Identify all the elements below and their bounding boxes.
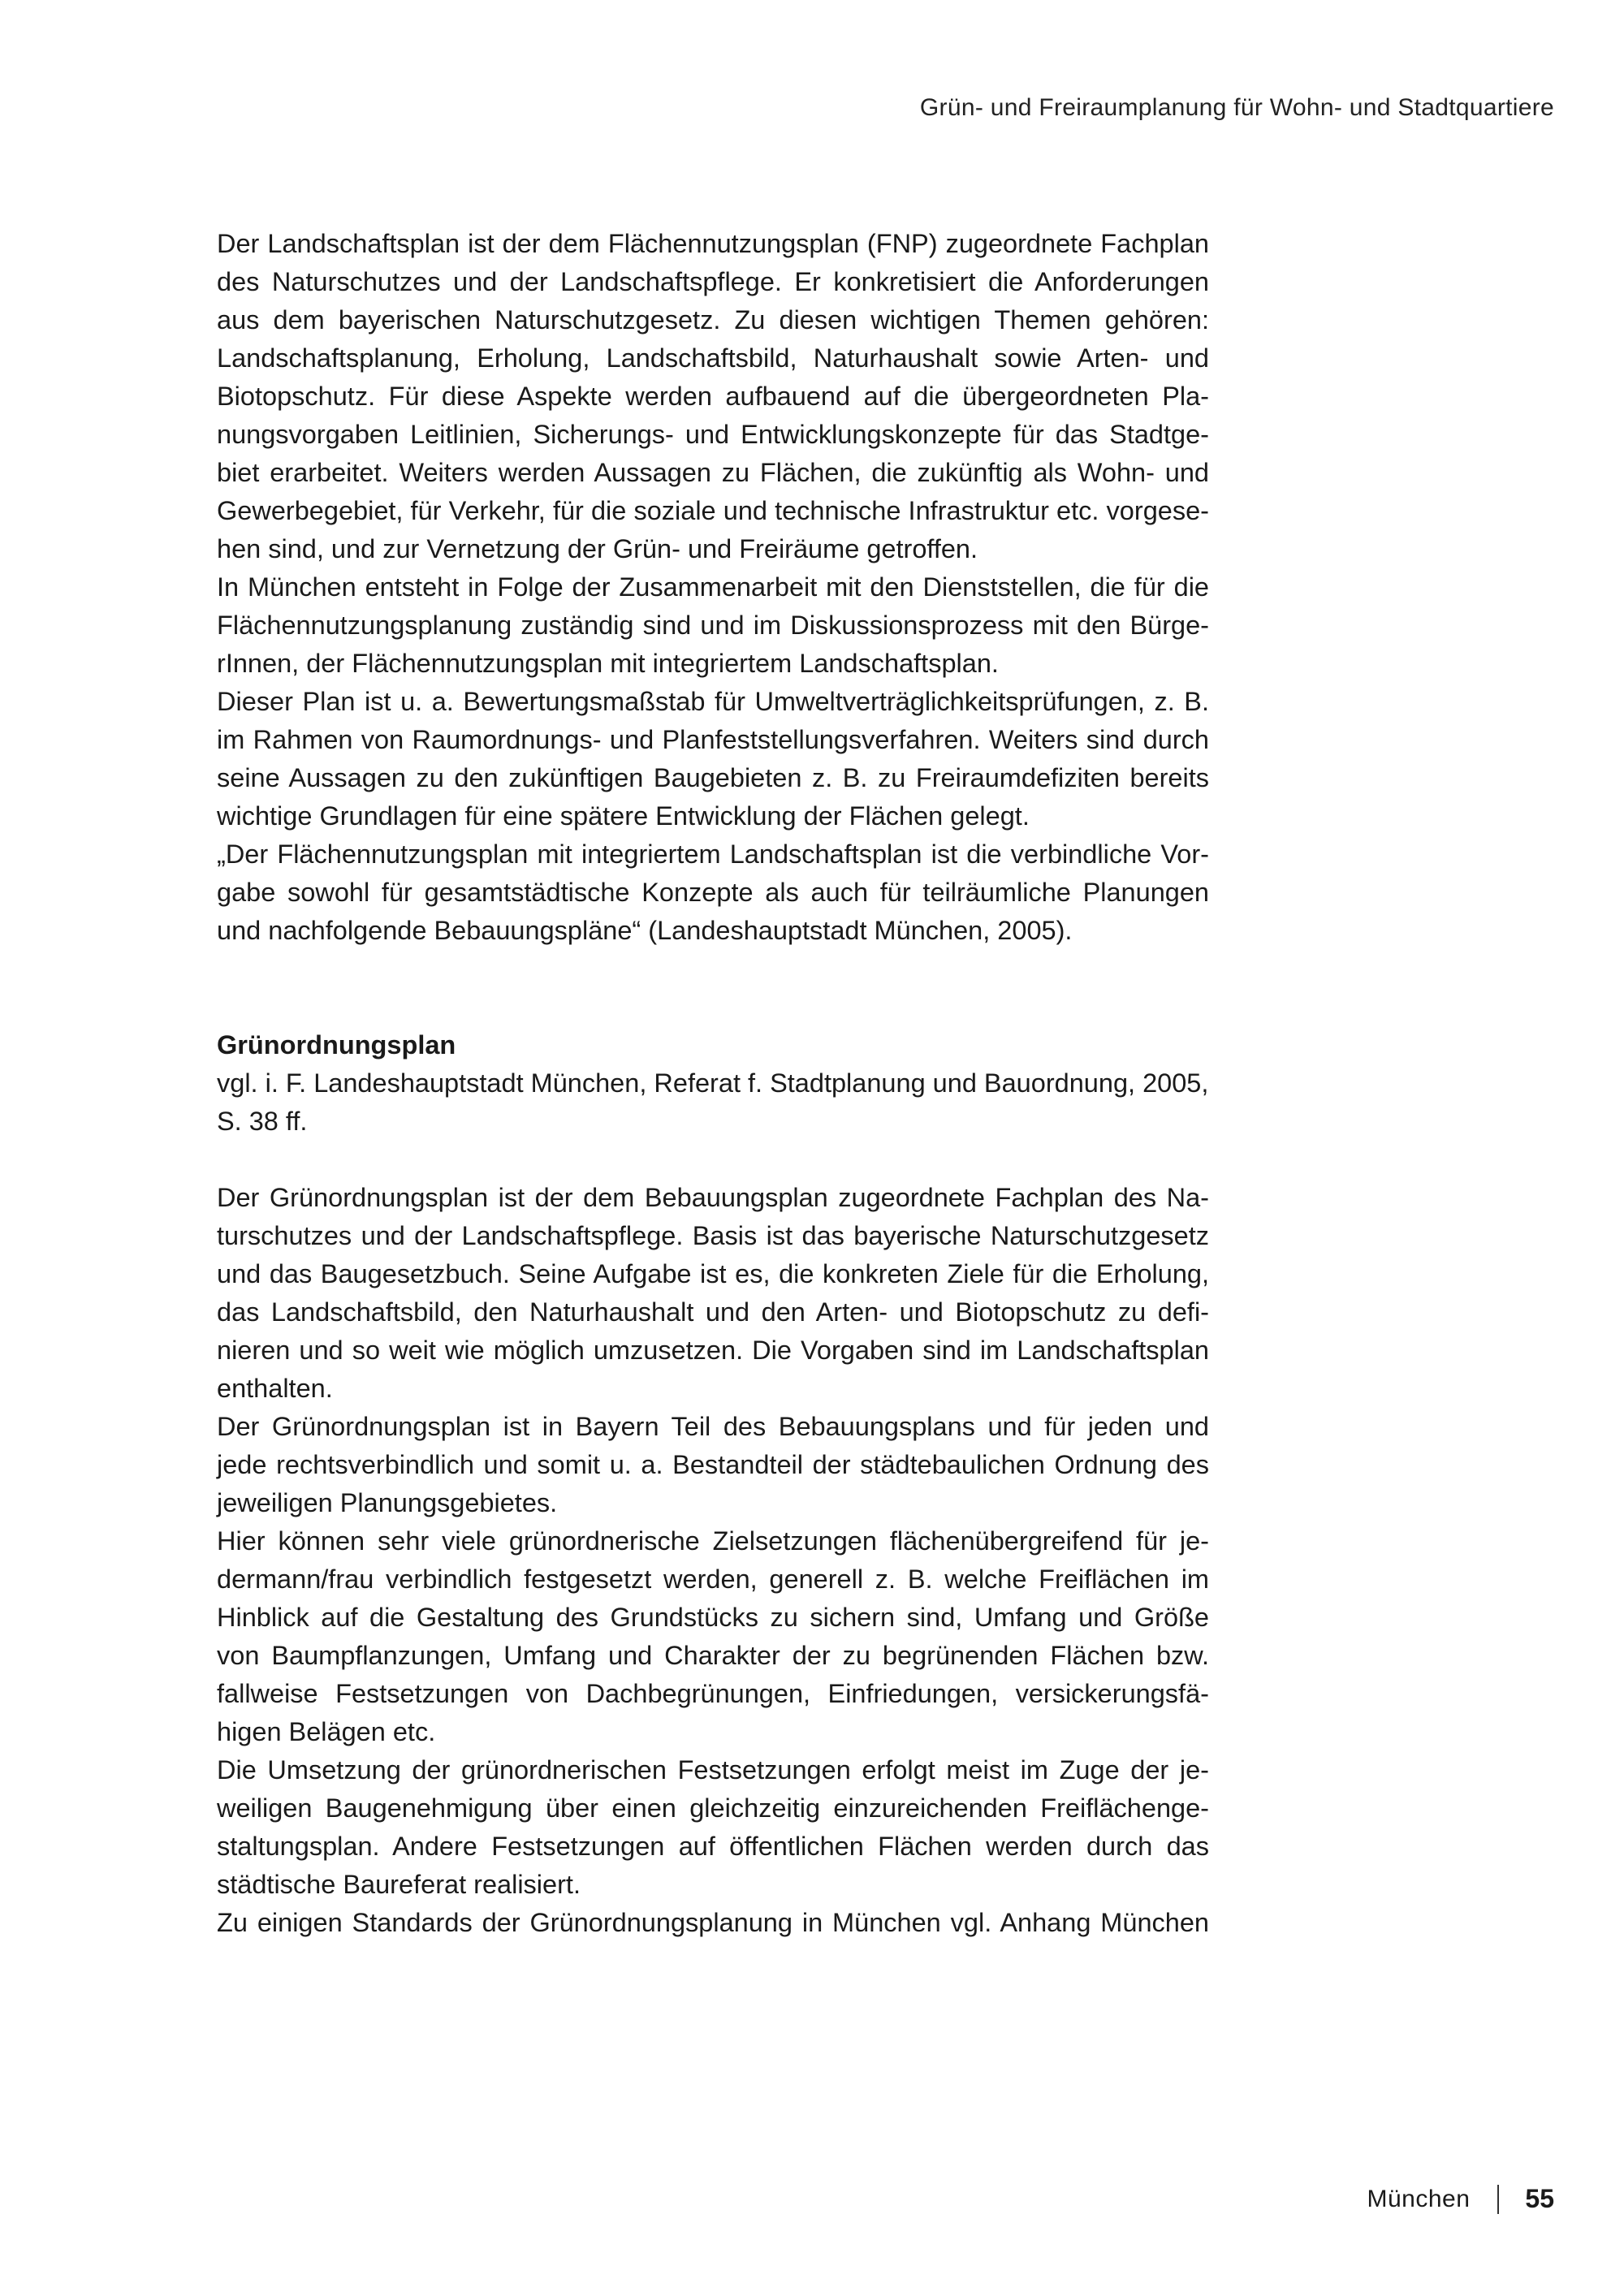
text-line: rInnen, der Flächennutzungsplan mit integriertem Landschaftsplan. [217,649,999,678]
text-line: fallweise Festsetzungen von Dachbegrünungen, Einfriedungen, versickerungsfä- [217,1679,1209,1708]
text-line: und nachfolgende Bebauungspläne“ (Landeshauptstadt München, 2005). [217,916,1073,945]
section-landschaftsplan [217,225,1209,950]
text-line: Flächennutzungsplanung zuständig sind und im Diskussionsprozess mit den Bürge- [217,611,1209,640]
text-line: vgl. i. F. Landeshauptstadt München, Referat f. Stadtplanung und Bauordnung, 2005, [217,1068,1209,1098]
page-body [217,225,1209,1942]
text-line: von Baumpflanzungen, Umfang und Charakter der zu begrünenden Flächen bzw. [217,1641,1209,1670]
footer-divider [1497,2185,1499,2214]
text-line: nieren und so weit wie möglich umzusetzen. Die Vorgaben sind im Landschaftsplan [217,1336,1209,1365]
text-line: und das Baugesetzbuch. Seine Aufgabe ist es, die konkreten Ziele für die Erholung, [217,1259,1209,1288]
paragraph [217,1522,1209,1751]
text-line: Hier können sehr viele grünordnerische Zielsetzungen flächenübergreifend für je- [217,1526,1209,1556]
paragraph [217,1179,1209,1408]
text-line: Der Grünordnungsplan ist der dem Bebauungsplan zugeordnete Fachplan des Na- [217,1183,1209,1212]
text-line: nungsvorgaben Leitlinien, Sicherungs- und Entwicklungskonzepte für das Stadtge- [217,420,1209,449]
text-line: Der Landschaftsplan ist der dem Flächennutzungsplan (FNP) zugeordnete Fachplan [217,229,1209,258]
paragraph [217,683,1209,835]
text-line: hen sind, und zur Vernetzung der Grün- und Freiräume getroffen. [217,534,978,563]
text-line: aus dem bayerischen Naturschutzgesetz. Zu diesen wichtigen Themen gehören: [217,305,1209,334]
text-line: Biotopschutz. Für diese Aspekte werden aufbauend auf die übergeordneten Pla- [217,382,1209,411]
text-line: enthalten. [217,1374,333,1403]
text-line: biet erarbeitet. Weiters werden Aussagen zu Flächen, die zukünftig als Wohn- und [217,458,1209,487]
text-line: städtische Baureferat realisiert. [217,1870,581,1899]
footer-city: München [1367,2185,1471,2212]
page-footer [1367,2184,1554,2214]
quote-paragraph [217,835,1209,950]
text-line: weiligen Baugenehmigung über einen gleichzeitig einzureichenden Freiflächenge- [217,1793,1209,1823]
text-line: wichtige Grundlagen für eine spätere Entwicklung der Flächen gelegt. [217,801,1030,831]
text-line: „Der Flächennutzungsplan mit integriertem Landschaftsplan ist die verbindliche Vor- [217,839,1209,869]
paragraph [217,1904,1209,1942]
section-spacer [217,950,1209,1026]
text-line: jeweiligen Planungsgebietes. [217,1488,558,1517]
paragraph [217,1751,1209,1904]
text-line: Gewerbegebiet, für Verkehr, für die soziale und technische Infrastruktur etc. vorgese- [217,496,1209,525]
reference-note [217,1064,1209,1141]
text-line: S. 38 ff. [217,1107,308,1136]
text-line: In München entsteht in Folge der Zusammenarbeit mit den Dienststellen, die für die [217,572,1209,602]
text-line: seine Aussagen zu den zukünftigen Baugebieten z. B. zu Freiraumdefiziten bereits [217,763,1209,792]
page-number: 55 [1525,2184,1554,2213]
text-line: das Landschaftsbild, den Naturhaushalt und den Arten- und Biotopschutz zu defi- [217,1297,1209,1327]
text-line: Zu einigen Standards der Grünordnungsplanung in München vgl. Anhang München [217,1908,1209,1937]
text-line: Dieser Plan ist u. a. Bewertungsmaßstab für Umweltverträglichkeitsprüfungen, z. B. [217,687,1209,716]
running-header-title: Grün- und Freiraumplanung für Wohn- und Stadtquartiere [919,94,1554,121]
text-line: turschutzes und der Landschaftspflege. Basis ist das bayerische Naturschutzgesetz [217,1221,1209,1250]
paragraph [217,1408,1209,1522]
text-line: im Rahmen von Raumordnungs- und Planfeststellungsverfahren. Weiters sind durch [217,725,1209,754]
paragraph [217,225,1209,568]
section-gruenordnungsplan [217,1026,1209,1942]
text-line: jede rechtsverbindlich und somit u. a. Bestandteil der städtebaulichen Ordnung des [217,1450,1209,1479]
text-line: Die Umsetzung der grünordnerischen Festsetzungen erfolgt meist im Zuge der je- [217,1755,1209,1785]
text-line: staltungsplan. Andere Festsetzungen auf öffentlichen Flächen werden durch das [217,1832,1209,1861]
text-line: dermann/frau verbindlich festgesetzt werden, generell z. B. welche Freiflächen im [217,1564,1209,1594]
paragraph [217,568,1209,683]
text-line: Landschaftsplanung, Erholung, Landschaftsbild, Naturhaushalt sowie Arten- und [217,343,1209,373]
text-line: Hinblick auf die Gestaltung des Grundstücks zu sichern sind, Umfang und Größe [217,1603,1209,1632]
text-line: des Naturschutzes und der Landschaftspflege. Er konkretisiert die Anforderungen [217,267,1209,296]
text-line: Der Grünordnungsplan ist in Bayern Teil des Bebauungsplans und für jeden und [217,1412,1209,1441]
paragraph-spacer [217,1141,1209,1179]
text-line: gabe sowohl für gesamtstädtische Konzepte als auch für teilräumliche Planungen [217,878,1209,907]
section-heading: Grünordnungsplan [217,1030,456,1060]
text-line: higen Belägen etc. [217,1717,436,1746]
